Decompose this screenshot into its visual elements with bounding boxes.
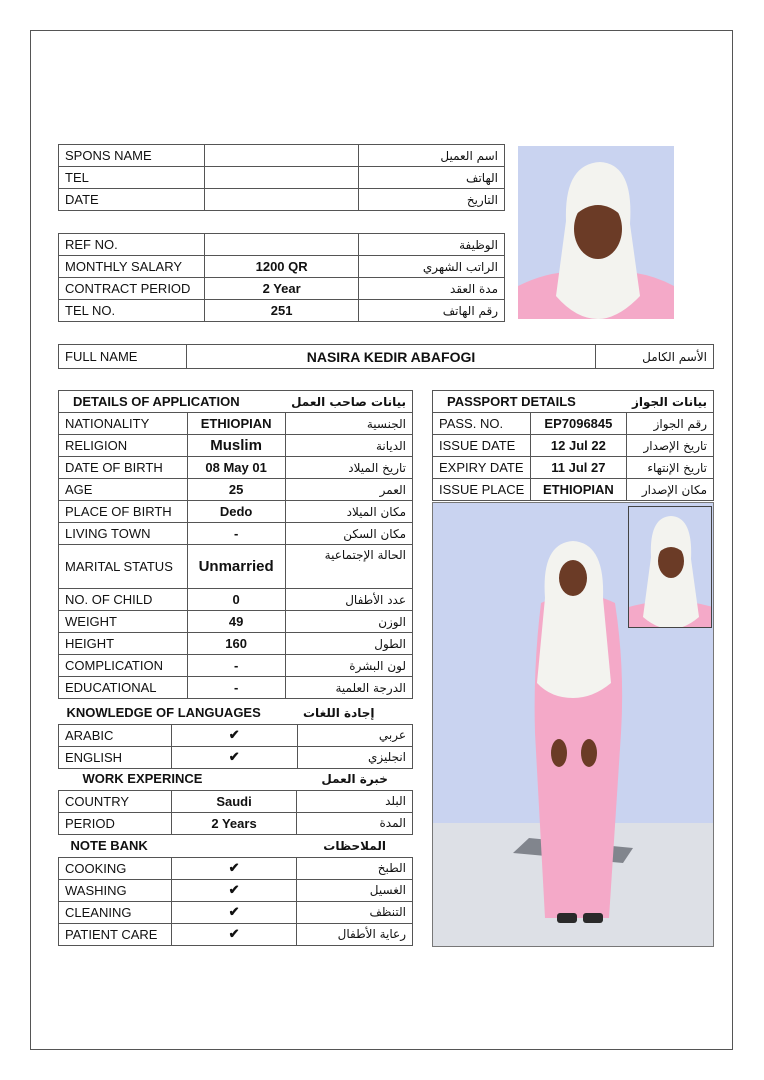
field-label-ar: الطبخ: [297, 857, 413, 879]
field-value: 08 May 01: [187, 457, 285, 479]
table-row: [59, 167, 505, 189]
table-row: [59, 812, 413, 834]
table-row: [59, 501, 413, 523]
table-row: [59, 611, 413, 633]
section-header: [59, 702, 413, 724]
field-value: Dedo: [187, 501, 285, 523]
field-label: TEL: [59, 167, 205, 189]
field-label: ISSUE DATE: [433, 435, 531, 457]
table-row: [59, 677, 413, 699]
field-value: [204, 234, 358, 256]
table-row: [59, 413, 413, 435]
inset-portrait-image: [629, 507, 712, 628]
field-label: HEIGHT: [59, 633, 188, 655]
field-label: NO. OF CHILD: [59, 589, 188, 611]
field-label-ar: الغسيل: [297, 879, 413, 901]
field-label: MARITAL STATUS: [59, 545, 188, 589]
field-label: MONTHLY SALARY: [59, 256, 205, 278]
field-value: EP7096845: [531, 413, 626, 435]
field-label: LIVING TOWN: [59, 523, 188, 545]
field-label-ar: لون البشرة: [285, 655, 412, 677]
field-label-ar: رقم الهاتف: [359, 300, 505, 322]
field-label: EXPIRY DATE: [433, 457, 531, 479]
table-row: [59, 256, 505, 278]
field-label-ar: المدة: [297, 812, 413, 834]
field-label: CONTRACT PERIOD: [59, 278, 205, 300]
field-label: FULL NAME: [59, 345, 187, 369]
field-label: PLACE OF BIRTH: [59, 501, 188, 523]
field-label-ar: اسم العميل: [359, 145, 505, 167]
table-row: [59, 278, 505, 300]
section-title-ar: إجادة اللغات: [303, 705, 375, 720]
field-label-ar: رعاية الأطفال: [297, 923, 413, 945]
field-label-ar: تاريخ الميلاد: [285, 457, 412, 479]
field-label-ar: مكان الإصدار: [626, 479, 713, 501]
section-header: [59, 768, 413, 790]
section-title: DETAILS OF APPLICATION: [59, 391, 286, 413]
field-label: DATE: [59, 189, 205, 211]
field-label: RELIGION: [59, 435, 188, 457]
table-row: [59, 234, 505, 256]
section-header: [59, 835, 413, 857]
field-label-ar: التاريخ: [359, 189, 505, 211]
check-icon: ✔: [171, 746, 297, 768]
field-label: PASS. NO.: [433, 413, 531, 435]
field-value: Unmarried: [187, 545, 285, 589]
field-value: [204, 189, 358, 211]
field-label-ar: الديانة: [285, 435, 412, 457]
section-title: WORK EXPERINCE: [82, 771, 203, 787]
section-title: NOTE BANK: [70, 838, 148, 854]
languages-table: [58, 702, 413, 769]
portrait-photo: [518, 146, 674, 319]
field-label-ar: تاريخ الإصدار: [626, 435, 713, 457]
field-value: 1200 QR: [204, 256, 358, 278]
field-value: 11 Jul 27: [531, 457, 626, 479]
table-row: [433, 413, 714, 435]
field-value: 251: [204, 300, 358, 322]
field-label-ar: مكان الميلاد: [285, 501, 412, 523]
check-icon: ✔: [171, 724, 297, 746]
field-label: NATIONALITY: [59, 413, 188, 435]
field-label: WEIGHT: [59, 611, 188, 633]
table-row: [59, 300, 505, 322]
field-value: ETHIOPIAN: [531, 479, 626, 501]
field-value: 0: [187, 589, 285, 611]
notes-table: [58, 835, 413, 946]
table-row: [59, 655, 413, 677]
field-value: Saudi: [171, 790, 297, 812]
field-label: REF NO.: [59, 234, 205, 256]
field-label-ar: عربي: [297, 724, 413, 746]
passport-table: [432, 390, 714, 501]
field-value: -: [187, 677, 285, 699]
table-row: [59, 790, 413, 812]
sponsor-table: [58, 144, 505, 211]
field-label: ENGLISH: [59, 746, 172, 768]
field-value: 12 Jul 22: [531, 435, 626, 457]
field-value: ETHIOPIAN: [187, 413, 285, 435]
section-title-ar: الملاحظات: [323, 838, 386, 853]
field-value: Muslim: [187, 435, 285, 457]
fullname-table: [58, 344, 714, 369]
field-label: COMPLICATION: [59, 655, 188, 677]
field-label-ar: تاريخ الإنتهاء: [626, 457, 713, 479]
check-icon: ✔: [171, 857, 296, 879]
field-label: ARABIC: [59, 724, 172, 746]
field-label-ar: الطول: [285, 633, 412, 655]
field-label: CLEANING: [59, 901, 172, 923]
field-label-ar: الحالة الإجتماعية: [285, 545, 412, 589]
table-row: [59, 435, 413, 457]
check-icon: ✔: [171, 901, 296, 923]
field-label-ar: العمر: [285, 479, 412, 501]
field-value: 2 Years: [171, 812, 297, 834]
table-row: [59, 457, 413, 479]
field-label: ISSUE PLACE: [433, 479, 531, 501]
field-label: COOKING: [59, 857, 172, 879]
field-label: COUNTRY: [59, 790, 172, 812]
field-label-ar: عدد الأطفال: [285, 589, 412, 611]
table-row: [59, 746, 413, 768]
section-title: PASSPORT DETAILS: [433, 391, 627, 413]
field-label-ar: الهاتف: [359, 167, 505, 189]
field-label-ar: انجليزي: [297, 746, 413, 768]
field-label: DATE OF BIRTH: [59, 457, 188, 479]
table-row: [59, 589, 413, 611]
field-label-ar: رقم الجواز: [626, 413, 713, 435]
table-row: [59, 879, 413, 901]
field-value: 160: [187, 633, 285, 655]
section-title: KNOWLEDGE OF LANGUAGES: [66, 705, 261, 721]
work-table: [58, 768, 413, 835]
field-label: PATIENT CARE: [59, 923, 172, 945]
field-label-ar: الوزن: [285, 611, 412, 633]
inset-portrait-photo: [628, 506, 712, 628]
table-row: [433, 479, 714, 501]
field-value: 49: [187, 611, 285, 633]
table-row: [433, 457, 714, 479]
field-label-ar: الدرجة العلمية: [285, 677, 412, 699]
table-row: [59, 145, 505, 167]
field-label-ar: مكان السكن: [285, 523, 412, 545]
field-label-ar: مدة العقد: [359, 278, 505, 300]
table-row: [59, 189, 505, 211]
table-row: [59, 479, 413, 501]
table-row: [59, 923, 413, 945]
field-label: EDUCATIONAL: [59, 677, 188, 699]
field-label: TEL NO.: [59, 300, 205, 322]
portrait-image: [518, 146, 674, 319]
field-value: 25: [187, 479, 285, 501]
job-table: [58, 233, 505, 322]
check-icon: ✔: [171, 923, 296, 945]
field-value: -: [187, 523, 285, 545]
table-row: [59, 545, 413, 589]
field-value: -: [187, 655, 285, 677]
table-row: [433, 435, 714, 457]
field-value: [204, 145, 358, 167]
section-title-ar: خبرة العمل: [321, 771, 388, 786]
section-header: [433, 391, 714, 413]
section-title-ar: بيانات صاحب العمل: [285, 391, 412, 413]
field-label-ar: الجنسية: [285, 413, 412, 435]
details-table: [58, 390, 413, 699]
field-label-ar: الوظيفة: [359, 234, 505, 256]
field-label-ar: الراتب الشهري: [359, 256, 505, 278]
table-row: [59, 901, 413, 923]
field-value: 2 Year: [204, 278, 358, 300]
table-row: [59, 857, 413, 879]
table-row: [59, 724, 413, 746]
table-row: [59, 633, 413, 655]
field-label-ar: التنظف: [297, 901, 413, 923]
table-row: [59, 345, 714, 369]
field-label-ar: الأسم الكامل: [596, 345, 714, 369]
field-label: PERIOD: [59, 812, 172, 834]
field-label: SPONS NAME: [59, 145, 205, 167]
full-name-value: NASIRA KEDIR ABAFOGI: [186, 345, 595, 369]
field-label: WASHING: [59, 879, 172, 901]
full-body-photo: [432, 502, 714, 947]
field-value: [204, 167, 358, 189]
field-label-ar: البلد: [297, 790, 413, 812]
section-title-ar: بيانات الجواز: [626, 391, 713, 413]
section-header: [59, 391, 413, 413]
field-label: AGE: [59, 479, 188, 501]
table-row: [59, 523, 413, 545]
check-icon: ✔: [171, 879, 296, 901]
